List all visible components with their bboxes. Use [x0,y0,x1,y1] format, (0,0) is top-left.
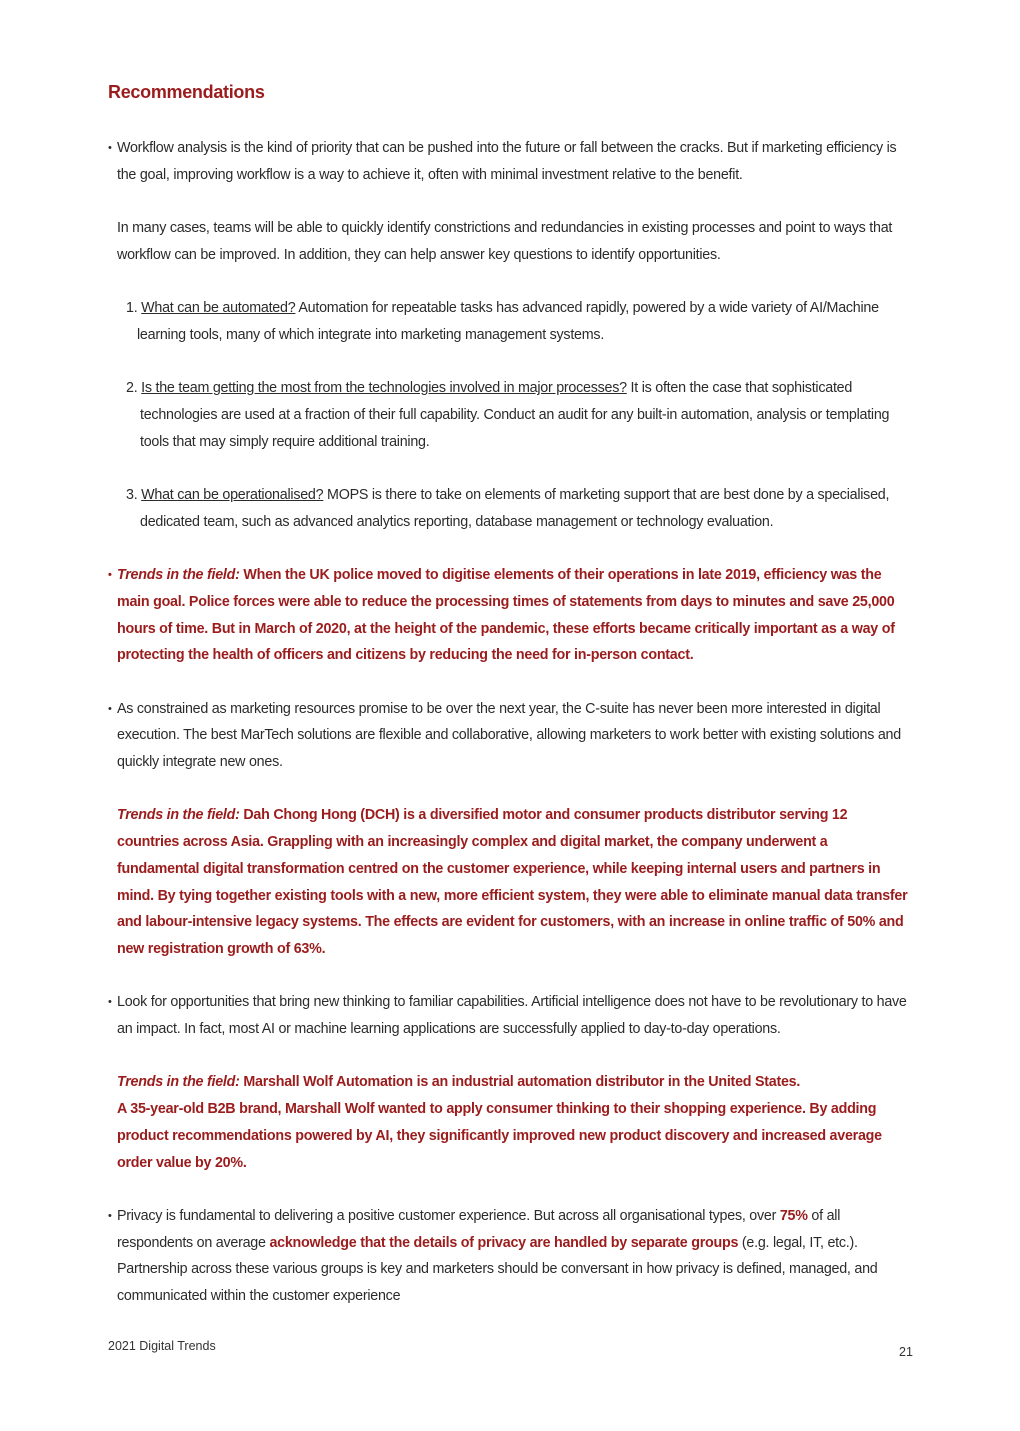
bullet-ai: • Look for opportunities that bring new thinking to familiar capabilities. Artificial intelligence does not have to be revolutionary to have an impact. In fact, most AI or machine learning applications are successfully applied to day-to-day operations. [108,989,913,1042]
list-item-2: 2. Is the team getting the most from the technologies involved in major processes? It is often the case that sophisticated technologies are used at a fraction of their full capability. Conduct an audit for any built-in automation, analysis or templating tools that may simply require additional training. [126,380,890,450]
list-item-3: 3. What can be operationalised? MOPS is there to take on elements of marketing support that are best done by a specialised, dedicated team, such as advanced analytics reporting, database management or technology evaluation. [126,487,890,530]
bullet-workflow: • Workflow analysis is the kind of priority that can be pushed into the future or fall between the cracks. But if marketing efficiency is the goal, improving workflow is a way to achieve it, often with minimal investment relative to the benefit. [108,135,913,188]
list-item-1: 1. What can be automated? Automation for repeatable tasks has advanced rapidly, powered by a wide variety of AI/Machine learning tools, many of which integrate into marketing management systems. [126,300,879,343]
question-3: What can be operationalised? [141,487,324,504]
trend-uk-police: • Trends in the field: When the UK police moved to digitise elements of their operations in late 2019, efficiency was the main goal. Police forces were able to reduce the processing times of statements from days to minutes and save 25,000 hours of time. But in March of 2020, at the height of the pandemic, these efforts became critically important as a way of protecting the health of officers and citizens by reducing the need for in-person contact. [108,562,913,669]
bullet-martech: • As constrained as marketing resources promise to be over the next year, the C-suite has never been more interested in digital execution. The best MarTech solutions are flexible and collaborative, allowing marketers to work better with existing solutions and quickly integrate new ones. [108,696,913,776]
trend-marshall-wolf: Trends in the field: Marshall Wolf Automation is an industrial automation distributor in the United States. A 35-year-old B2B brand, Marshall Wolf wanted to apply consumer thinking to their shopping experience. By adding product recommendations powered by AI, they significantly improved new product discovery and increased average order value by 20%. [117,1074,882,1171]
bullet-privacy: • Privacy is fundamental to delivering a positive customer experience. But across all organisational types, over 75% of all respondents on average acknowledge that the details of privacy are handled by separate groups (e.g. legal, IT, etc.). Partnership across these various groups is key and marketers should be conversant in how privacy is defined, managed, and communicated within the customer experience [108,1203,913,1310]
page-number: 21 [899,1345,913,1359]
paragraph-identify: In many cases, teams will be able to quickly identify constrictions and redundancies in existing processes and point to ways that workflow can be improved. In addition, they can help answer key questions to identify opportunities. [117,220,893,263]
question-2: Is the team getting the most from the technologies involved in major processes? [141,380,627,397]
body-content [108,135,913,1336]
trend-dch: Trends in the field: Dah Chong Hong (DCH) is a diversified motor and consumer products distributor serving 12 countries across Asia. Grappling with an increasingly complex and digital market, the company underwent a fundamental digital transformation centred on the customer experience, while keeping internal users and partners in mind. By tying together existing tools with a new, more efficient system, they were able to eliminate manual data transfer and labour-intensive legacy systems. The effects are evident for customers, with an increase in online traffic of 50% and new registration growth of 63%. [117,807,908,957]
section-heading: Recommendations [108,82,265,102]
question-1: What can be automated? [141,300,296,317]
footer-title: 2021 Digital Trends [108,1339,216,1353]
